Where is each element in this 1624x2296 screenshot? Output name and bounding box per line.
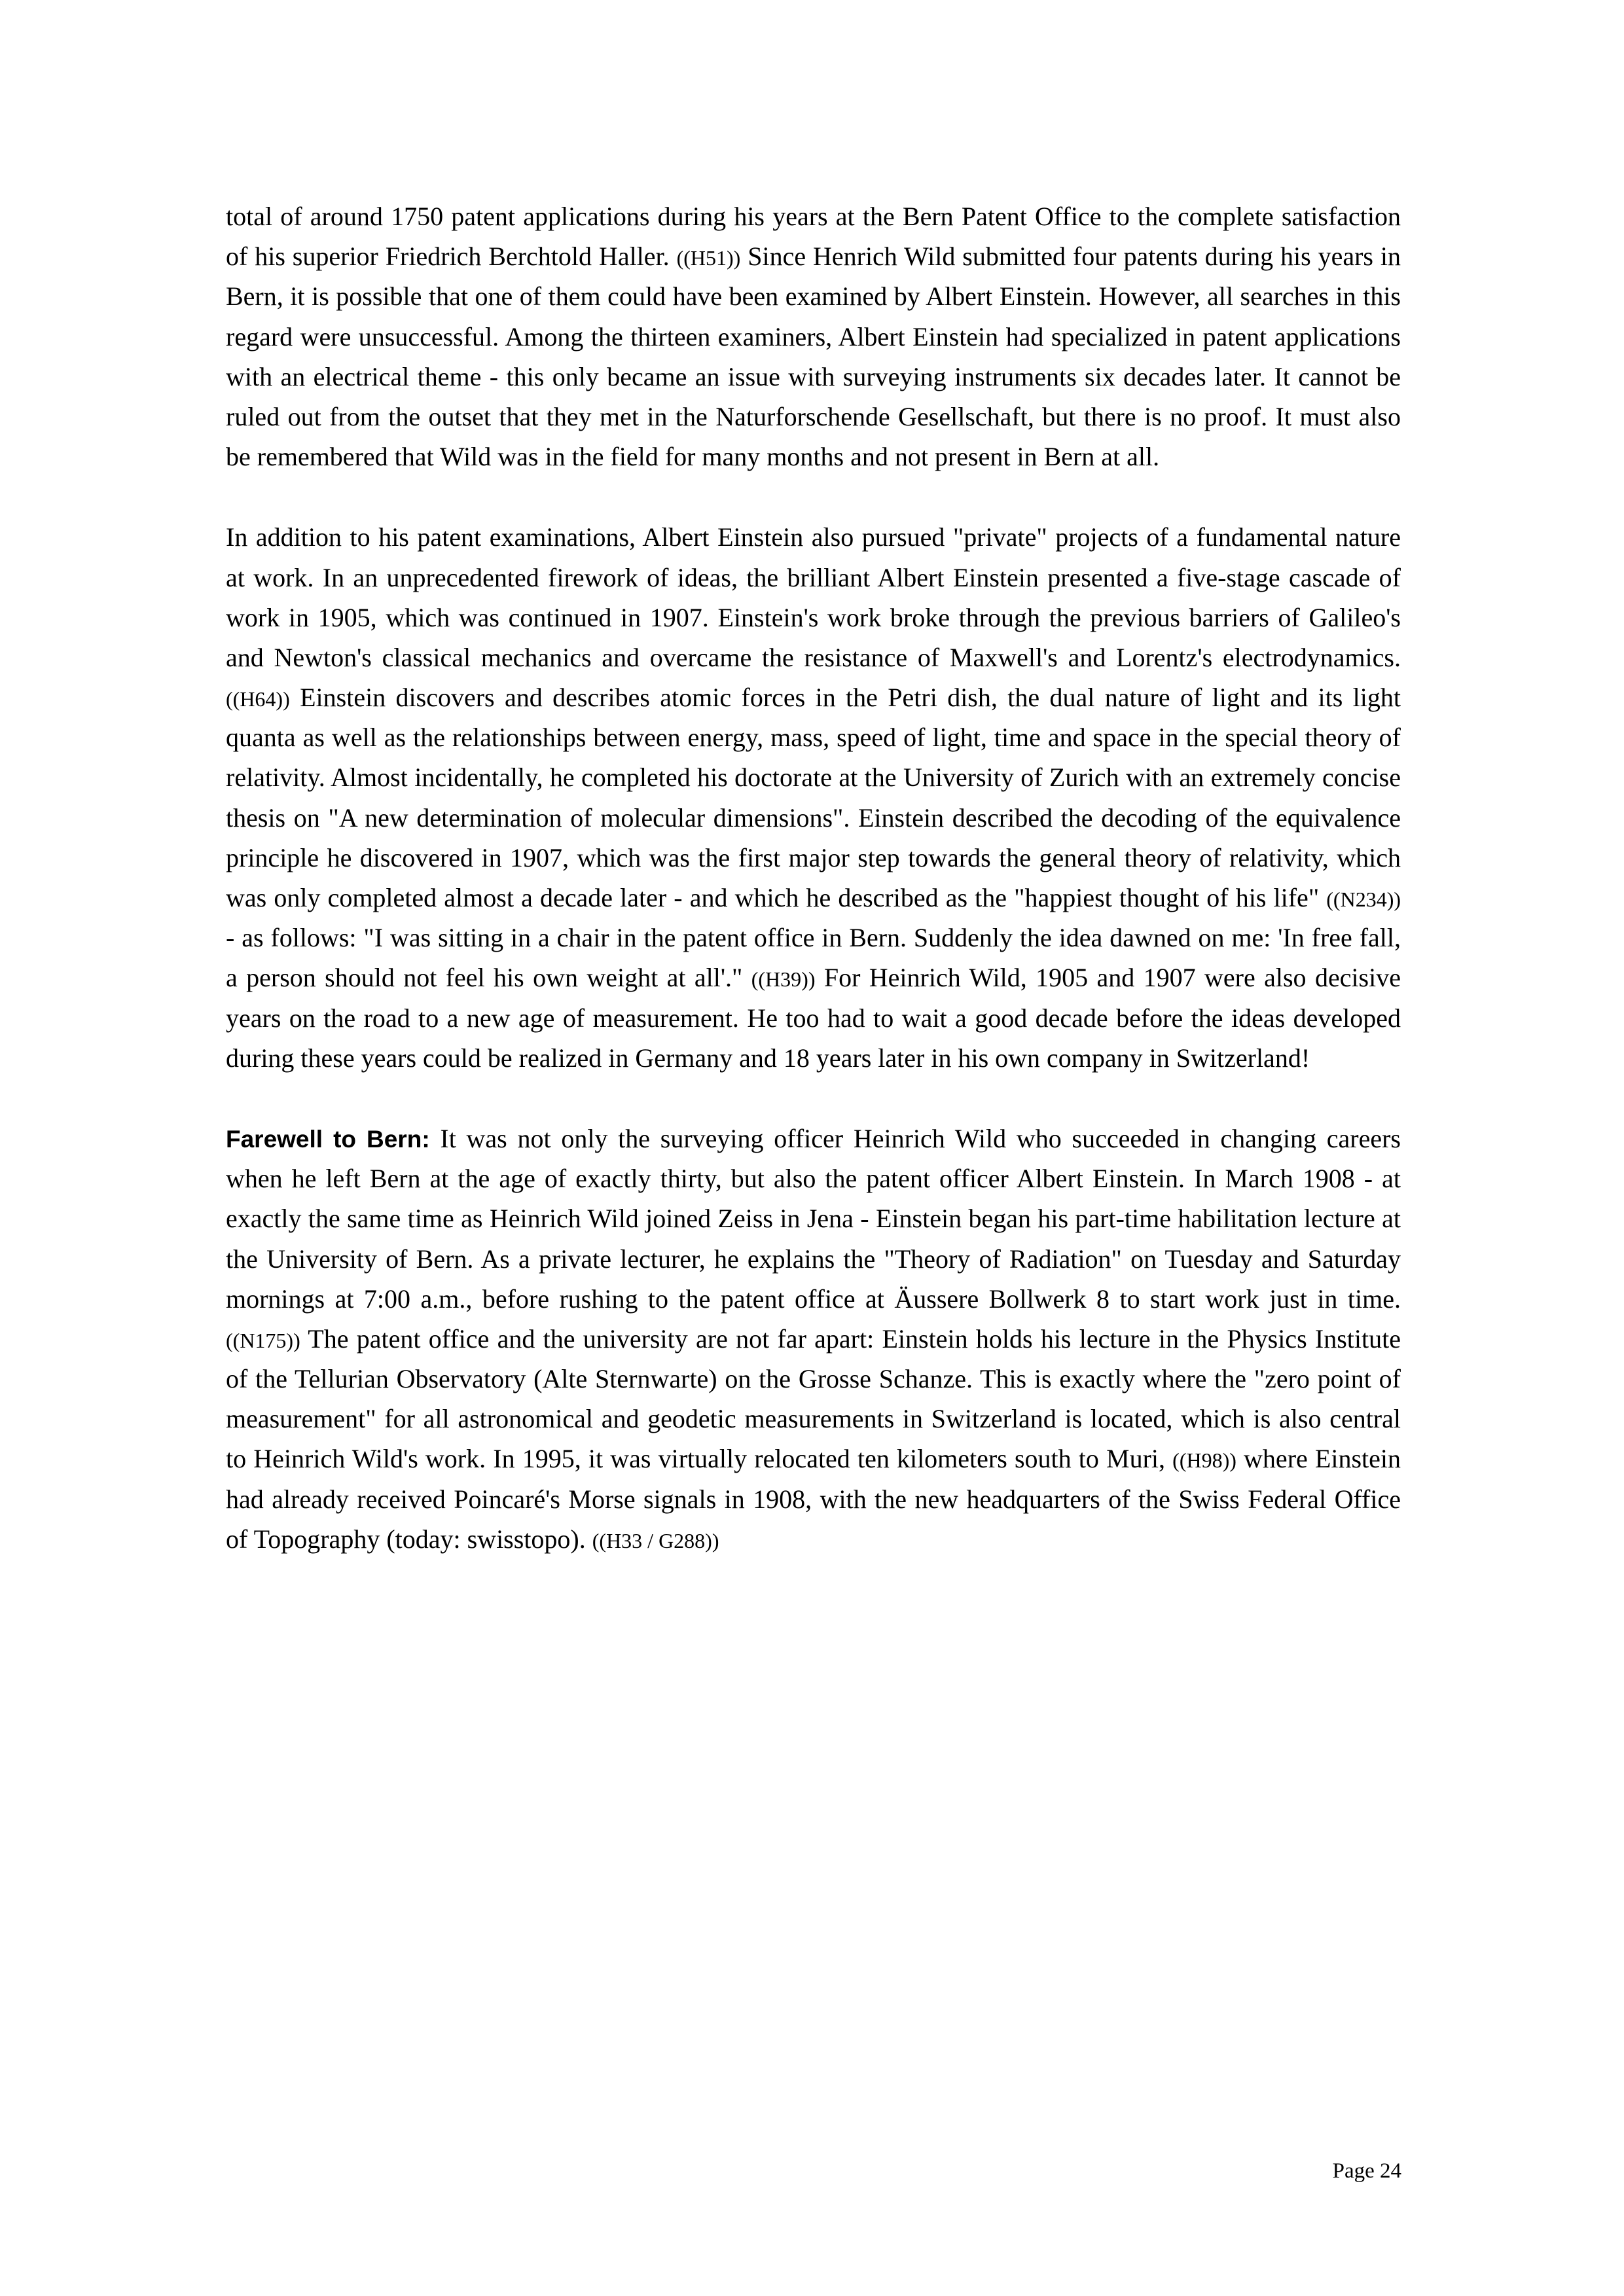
page-footer xyxy=(226,2159,1401,2183)
citation-reference: ((H51)) xyxy=(676,246,741,270)
paragraph-2: In addition to his patent examinations, Albert Einstein also pursued "private" projects of a fundamental nature at work. In an unprecedented firework of ideas, the brilliant Albert Einstein presented a five-stage cascade of work in 1905, which was continued in 1907. Einstein's work broke through the previous barriers of Galileo's and Newton's classical mechanics and overcame the resistance of Maxwell's and Lorentz's electrodynamics. ((H64)) Einstein discovers and describes atomic forces in the Petri dish, the dual nature of light and its light quanta as well as the relationships between energy, mass, speed of light, time and space in the special theory of relativity. Almost incidentally, he completed his doctorate at the University of Zurich with an extremely concise thesis on "A new determination of molecular dimensions". Einstein described the decoding of the equivalence principle he discovered in 1907, which was the first major step towards the general theory of relativity, which was only completed almost a decade later - and which he described as the "happiest thought of his life" ((N234)) - as follows: "I was sitting in a chair in the patent office in Bern. Suddenly the idea dawned on me: 'In free fall, a person should not feel his own weight at all'." ((H39)) For Heinrich Wild, 1905 and 1907 were also decisive years on the road to a new age of measurement. He too had to wait a good decade before the ideas developed during these years could be realized in Germany and 18 years later in his own company in Switzerland! xyxy=(226,522,1401,1073)
citation-reference: ((N175)) xyxy=(226,1328,300,1352)
citation-reference: ((H33 / G288)) xyxy=(592,1528,719,1552)
citation-reference: ((N234)) xyxy=(1326,888,1401,911)
citation-reference: ((H98)) xyxy=(1172,1448,1236,1473)
citation-reference: ((H39)) xyxy=(751,967,816,992)
page-body xyxy=(226,196,1401,1559)
citation-reference: ((H64)) xyxy=(226,687,290,711)
paragraph-3: Farewell to Bern: It was not only the surveying officer Heinrich Wild who succeeded in changing careers when he left Bern at the age of exactly thirty, but also the patent officer Albert Einstein. In March 1908 - at exactly the same time as Heinrich Wild joined Zeiss in Jena - Einstein began his part-time habilitation lecture at the University of Bern. As a private lecturer, he explains the "Theory of Radiation" on Tuesday and Saturday mornings at 7:00 a.m., before rushing to the patent office at Äussere Bollwerk 8 to start work just in time. ((N175)) The patent office and the university are not far apart: Einstein holds his lecture in the Physics Institute of the Tellurian Observatory (Alte Sternwarte) on the Grosse Schanze. This is exactly where the "zero point of measurement" for all astronomical and geodetic measurements in Switzerland is located, which is also central to Heinrich Wild's work. In 1995, it was virtually relocated ten kilometers south to Muri, ((H98)) where Einstein had already received Poincaré's Morse signals in 1908, with the new headquarters of the Swiss Federal Office of Topography (today: swisstopo). ((H33 / G288)) xyxy=(226,1123,1401,1554)
paragraph-lead-in: Farewell to Bern: xyxy=(226,1125,430,1153)
paragraph-1: total of around 1750 patent applications during his years at the Bern Patent Office to the complete satisfaction of his superior Friedrich Berchtold Haller. ((H51)) Since Henrich Wild submitted four patents during his years in Bern, it is possible that one of them could have been examined by Albert Einstein. However, all searches in this regard were unsuccessful. Among the thirteen examiners, Albert Einstein had specialized in patent applications with an electrical theme - this only became an issue with surveying instruments six decades later. It cannot be ruled out from the outset that they met in the Naturforschende Gesellschaft, but there is no proof. It must also be remembered that Wild was in the field for many months and not present in Bern at all. xyxy=(226,202,1401,472)
page-number: Page 24 xyxy=(1332,2159,1401,2183)
